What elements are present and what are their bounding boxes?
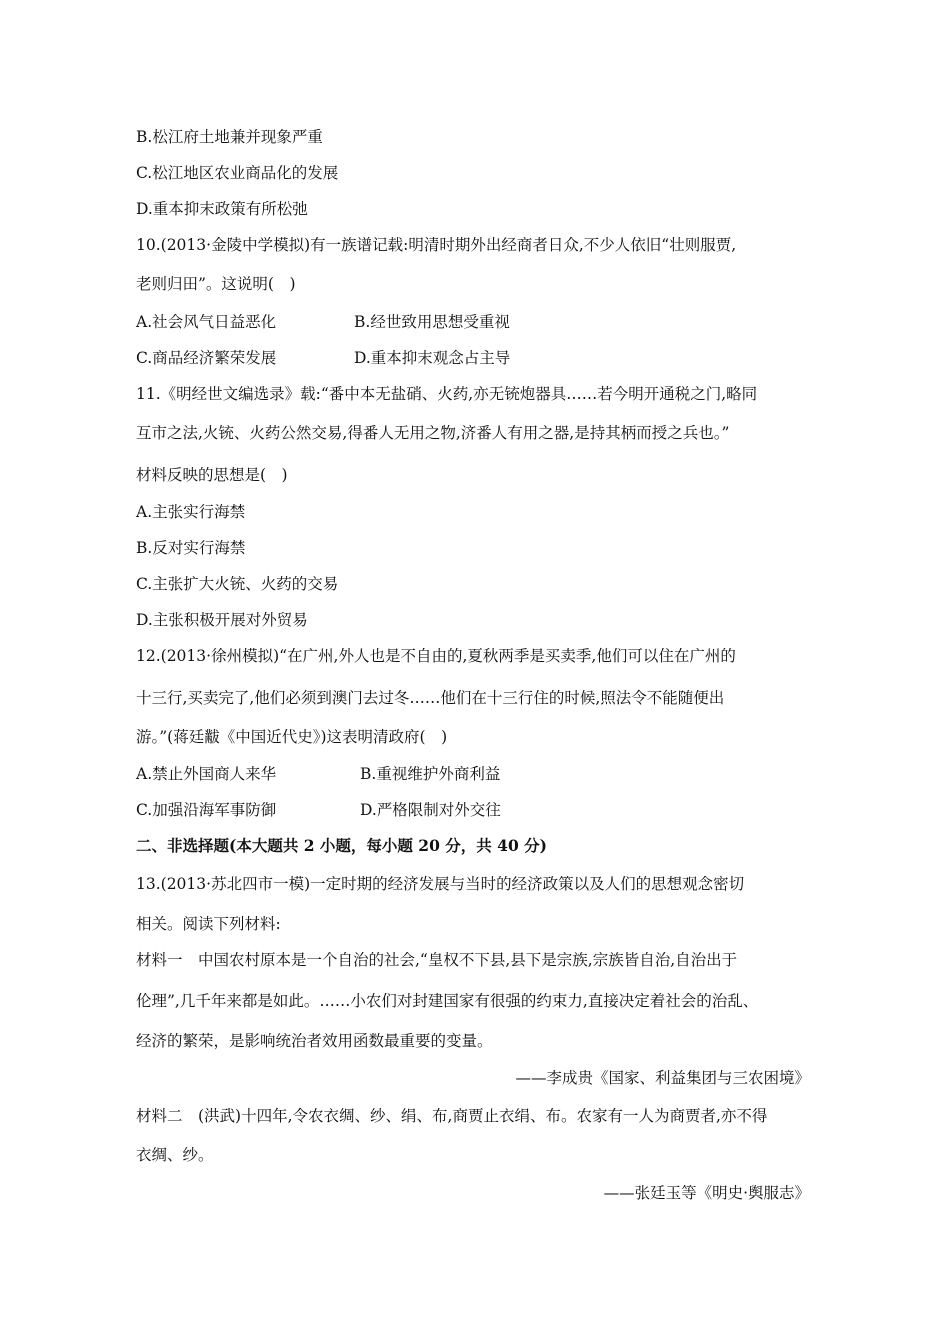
q13-material2-source: ——张廷玉等《明史·舆服志》 <box>603 1184 810 1202</box>
q9-option-d: D.重本抑末政策有所松弛 <box>136 200 308 218</box>
q12-stem-line3: 游。”(蒋廷黻《中国近代史》)这表明清政府( ) <box>136 728 448 746</box>
q13-material1-source: ——李成贵《国家、利益集团与三农困境》 <box>515 1069 810 1087</box>
q12-stem-line1: 12.(2013·徐州模拟)“在广州,外人也是不自由的,夏秋两季是买卖季,他们可以住在广州的 <box>136 647 736 665</box>
q13-material1-line1: 材料一 中国农村原本是一个自治的社会,“皇权不下县,县下是宗族,宗族皆自治,自治出于 <box>136 951 738 969</box>
q10-option-b: B.经世致用思想受重视 <box>354 313 510 331</box>
q12-option-c: C.加强沿海军事防御 <box>136 801 277 819</box>
q10-option-d: D.重本抑末观念占主导 <box>354 349 511 367</box>
q11-option-d: D.主张积极开展对外贸易 <box>136 611 308 629</box>
q11-option-c: C.主张扩大火铳、火药的交易 <box>136 575 339 593</box>
section-heading: 二、非选择题(本大题共 2 小题，每小题 20 分，共 40 分) <box>136 836 547 855</box>
q12-stem-line2: 十三行,买卖完了,他们必须到澳门去过冬……他们在十三行住的时候,照法令不能随便出 <box>136 689 725 707</box>
q10-option-c: C.商品经济繁荣发展 <box>136 349 277 367</box>
q10-option-a: A.社会风气日益恶化 <box>136 313 277 331</box>
q10-stem-line1: 10.(2013·金陵中学模拟)有一族谱记载:明清时期外出经商者日众,不少人依旧“壮则服贾, <box>136 236 737 254</box>
q13-stem-line1: 13.(2013·苏北四市一模)一定时期的经济发展与当时的经济政策以及人们的思想观念密切 <box>136 875 745 893</box>
q11-stem-line2: 互市之法,火铳、火药公然交易,得番人无用之物,济番人有用之器,是持其柄而授之兵也。” <box>136 424 730 442</box>
q9-option-b: B.松江府土地兼并现象严重 <box>136 128 323 146</box>
q12-option-b: B.重视维护外商利益 <box>360 765 501 783</box>
q10-stem-line2: 老则归田”。这说明( ) <box>136 275 296 293</box>
q11-option-a: A.主张实行海禁 <box>136 503 246 521</box>
q12-option-a: A.禁止外国商人来华 <box>136 765 277 783</box>
q13-material2-line1: 材料二 (洪武)十四年,令农衣绸、纱、绢、布,商贾止衣绢、布。农家有一人为商贾者,亦不得 <box>136 1107 768 1125</box>
q11-stem-line3: 材料反映的思想是( ) <box>136 466 288 484</box>
q11-stem-line1: 11.《明经世文编选录》载:“番中本无盐硝、火药,亦无铳炮器具……若今明开通税之门,略同 <box>136 385 758 403</box>
q9-option-c: C.松江地区农业商品化的发展 <box>136 164 339 182</box>
q13-material2-line2: 衣绸、纱。 <box>136 1146 214 1164</box>
q11-option-b: B.反对实行海禁 <box>136 539 246 557</box>
q13-material1-line3: 经济的繁荣，是影响统治者效用函数最重要的变量。 <box>136 1032 493 1050</box>
q13-stem-line2: 相关。阅读下列材料: <box>136 915 281 933</box>
q13-material1-line2: 伦理”,几千年来都是如此。……小农们对封建国家有很强的约束力,直接决定着社会的治乱、 <box>136 992 759 1010</box>
q12-option-d: D.严格限制对外交往 <box>360 801 501 819</box>
